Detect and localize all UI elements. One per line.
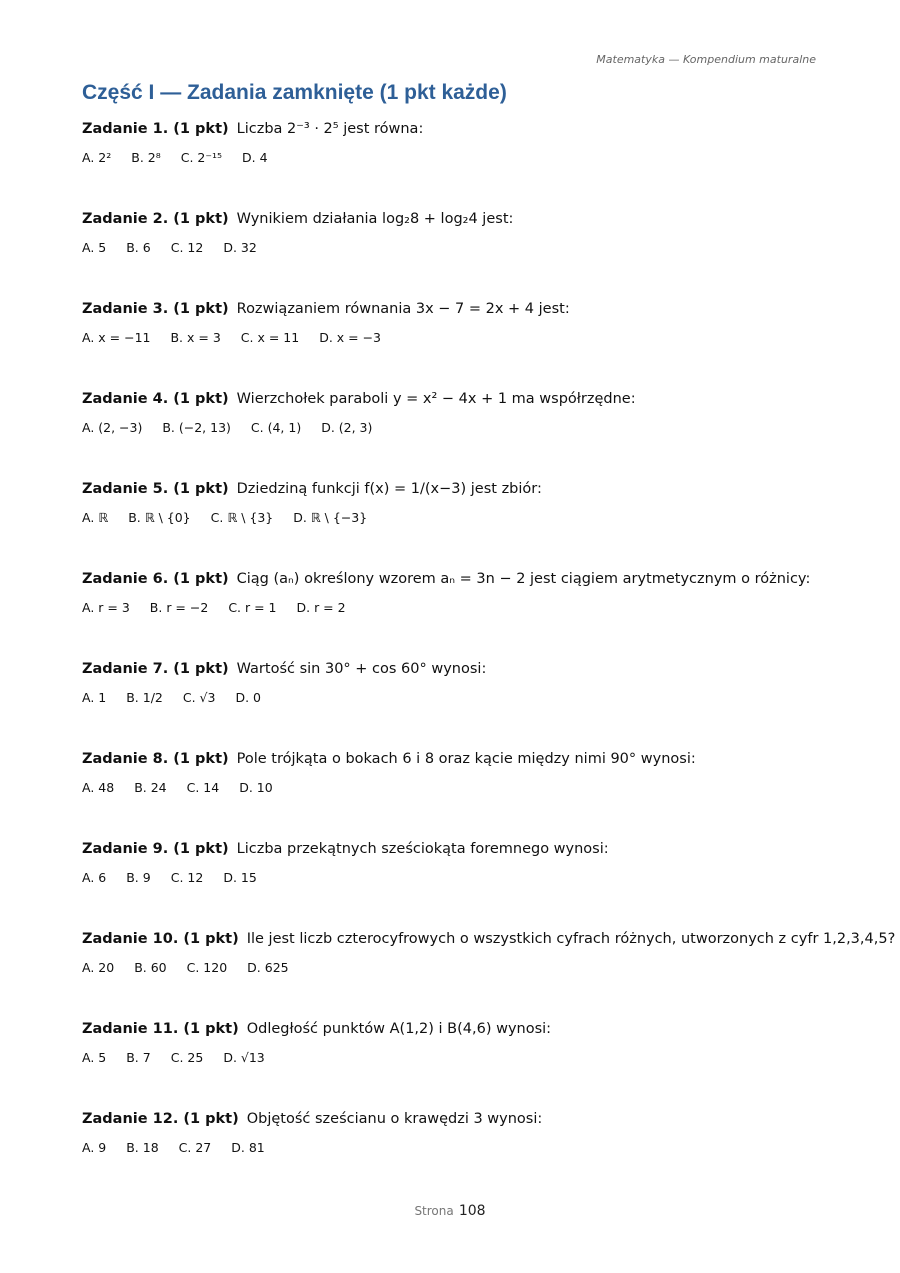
task-question-line [82, 660, 842, 678]
answer-option: C. 14 [186, 780, 220, 795]
answer-options [82, 1140, 842, 1156]
answer-option: A. 5 [82, 240, 107, 255]
page-label: Strona [414, 1204, 454, 1218]
task-6 [82, 570, 842, 616]
task-question-line [82, 480, 842, 498]
task-label: Zadanie 3. (1 pkt) [82, 301, 229, 317]
task-label: Zadanie 10. (1 pkt) [82, 931, 239, 947]
task-2 [82, 210, 842, 256]
task-label: Zadanie 7. (1 pkt) [82, 661, 229, 677]
answer-option: D. x = −3 [319, 330, 382, 345]
answer-option: A. 20 [82, 960, 115, 975]
task-question-line [82, 390, 842, 408]
task-question: Rozwiązaniem równania 3x − 7 = 2x + 4 jest: [236, 301, 570, 317]
task-question: Ciąg (aₙ) określony wzorem aₙ = 3n − 2 jest ciągiem arytmetycznym o różnicy: [236, 571, 811, 587]
task-question: Pole trójkąta o bokach 6 i 8 oraz kącie między nimi 90° wynosi: [236, 751, 696, 767]
page-number: 108 [458, 1203, 486, 1219]
answer-option: D. 0 [235, 690, 261, 705]
task-label: Zadanie 9. (1 pkt) [82, 841, 229, 857]
task-question-line [82, 120, 842, 138]
task-question: Odległość punktów A(1,2) i B(4,6) wynosi: [246, 1021, 552, 1037]
answer-option: C. (4, 1) [250, 420, 302, 435]
task-label: Zadanie 8. (1 pkt) [82, 751, 229, 767]
task-question-line [82, 570, 842, 588]
task-label: Zadanie 6. (1 pkt) [82, 571, 229, 587]
task-4 [82, 390, 842, 436]
answer-options [82, 420, 842, 436]
task-question: Wartość sin 30° + cos 60° wynosi: [236, 661, 487, 677]
answer-option: D. 625 [247, 960, 289, 975]
answer-option: B. (−2, 13) [162, 420, 231, 435]
answer-option: C. 120 [186, 960, 228, 975]
task-question: Objętość sześcianu o krawędzi 3 wynosi: [246, 1111, 543, 1127]
answer-option: C. x = 11 [240, 330, 300, 345]
answer-options [82, 870, 842, 886]
answer-option: B. 18 [126, 1140, 159, 1155]
answer-option: C. r = 1 [228, 600, 277, 615]
answer-option: B. 2⁸ [131, 150, 161, 165]
task-question-line [82, 840, 842, 858]
task-7 [82, 660, 842, 706]
task-label: Zadanie 2. (1 pkt) [82, 211, 229, 227]
section-title: Część I — Zadania zamknięte (1 pkt każde) [82, 81, 507, 104]
answer-option: C. 25 [170, 1050, 204, 1065]
answer-option: B. r = −2 [149, 600, 209, 615]
task-label: Zadanie 5. (1 pkt) [82, 481, 229, 497]
answer-option: C. 12 [170, 870, 204, 885]
answer-option: B. 1/2 [126, 690, 163, 705]
task-label: Zadanie 4. (1 pkt) [82, 391, 229, 407]
answer-option: B. 24 [134, 780, 167, 795]
answer-option: B. 6 [126, 240, 151, 255]
answer-option: A. 48 [82, 780, 115, 795]
task-10 [82, 930, 896, 976]
task-question-line [82, 930, 896, 948]
task-question: Liczba 2⁻³ · 2⁵ jest równa: [236, 121, 424, 137]
task-question-line [82, 300, 842, 318]
answer-options [82, 780, 842, 796]
task-question-line [82, 1110, 842, 1128]
answer-option: C. 27 [178, 1140, 212, 1155]
answer-option: C. √3 [182, 690, 216, 705]
task-3 [82, 300, 842, 346]
task-1 [82, 120, 842, 166]
task-label: Zadanie 1. (1 pkt) [82, 121, 229, 137]
task-11 [82, 1020, 842, 1066]
answer-option: D. 15 [223, 870, 257, 885]
answer-option: D. ℝ \ {−3} [293, 510, 368, 525]
answer-options [82, 240, 842, 256]
task-label: Zadanie 12. (1 pkt) [82, 1111, 239, 1127]
task-question: Wynikiem działania log₂8 + log₂4 jest: [236, 211, 514, 227]
answer-option: B. ℝ \ {0} [128, 510, 191, 525]
task-question: Ile jest liczb czterocyfrowych o wszystkich cyfrach różnych, utworzonych z cyfr 1,2,3,4,5? [246, 931, 896, 947]
task-label: Zadanie 11. (1 pkt) [82, 1021, 239, 1037]
answer-option: D. (2, 3) [321, 420, 373, 435]
answer-options [82, 150, 842, 166]
running-header: Matematyka — Kompendium maturalne [596, 53, 816, 66]
answer-option: A. x = −11 [82, 330, 151, 345]
task-8 [82, 750, 842, 796]
task-question-line [82, 750, 842, 768]
answer-option: D. 10 [239, 780, 273, 795]
answer-option: B. 7 [126, 1050, 151, 1065]
answer-option: A. 2² [82, 150, 112, 165]
answer-option: D. 81 [231, 1140, 265, 1155]
task-question-line [82, 1020, 842, 1038]
answer-option: D. 32 [223, 240, 257, 255]
answer-option: A. 1 [82, 690, 107, 705]
page-footer [0, 1200, 900, 1219]
task-question-line [82, 210, 842, 228]
answer-option: B. 9 [126, 870, 151, 885]
answer-option: C. ℝ \ {3} [210, 510, 274, 525]
task-question: Liczba przekątnych sześciokąta foremnego wynosi: [236, 841, 609, 857]
answer-option: C. 12 [170, 240, 204, 255]
answer-option: A. (2, −3) [82, 420, 143, 435]
answer-option: D. r = 2 [296, 600, 346, 615]
answer-option: A. 9 [82, 1140, 107, 1155]
answer-option: A. ℝ [82, 510, 109, 525]
answer-option: A. 5 [82, 1050, 107, 1065]
answer-options [82, 690, 842, 706]
answer-options [82, 330, 842, 346]
task-9 [82, 840, 842, 886]
answer-options [82, 1050, 842, 1066]
answer-option: D. 4 [242, 150, 268, 165]
task-12 [82, 1110, 842, 1156]
task-question: Dziedziną funkcji f(x) = 1/(x−3) jest zbiór: [236, 481, 542, 497]
answer-options [82, 510, 842, 526]
answer-option: A. r = 3 [82, 600, 130, 615]
answer-option: C. 2⁻¹⁵ [180, 150, 222, 165]
answer-option: A. 6 [82, 870, 107, 885]
answer-options [82, 600, 842, 616]
answer-option: B. 60 [134, 960, 167, 975]
task-5 [82, 480, 842, 526]
answer-option: D. √13 [223, 1050, 265, 1065]
answer-option: B. x = 3 [170, 330, 221, 345]
task-question: Wierzchołek paraboli y = x² − 4x + 1 ma współrzędne: [236, 391, 636, 407]
answer-options [82, 960, 842, 976]
